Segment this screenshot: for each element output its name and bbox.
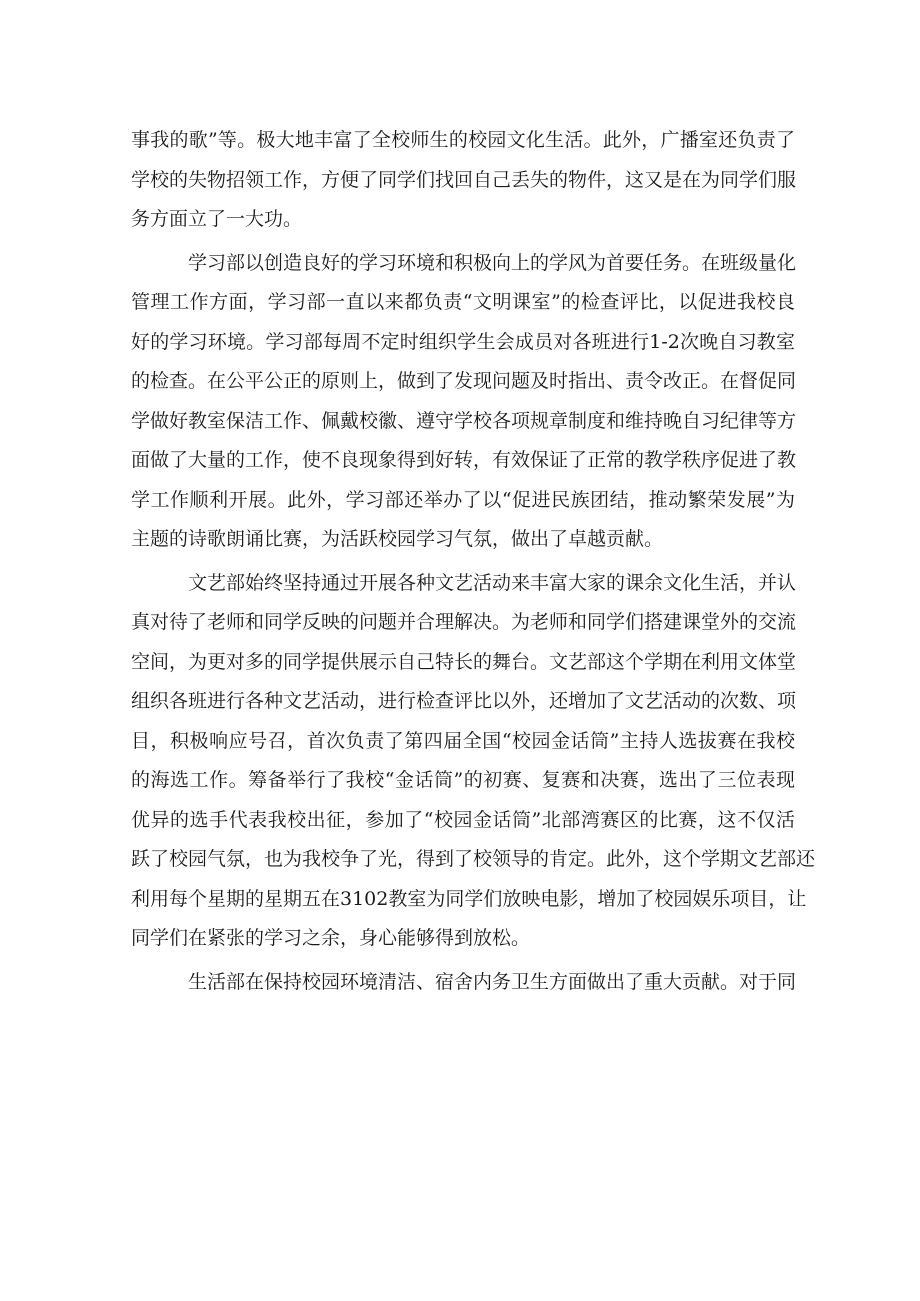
text-line: 利用每个星期的星期五在3102教室为同学们放映电影，增加了校园娱乐项目，让 xyxy=(131,887,807,910)
text-line: 事我的歌”等。极大地丰富了全校师生的校园文化生活。此外，广播室还负责了 xyxy=(131,129,795,151)
text-line: 同学们在紧张的学习之余，身心能够得到放松。 xyxy=(131,927,531,949)
text-line: 学习部以创造良好的学习环境和积极向上的学风为首要任务。在班级量化 xyxy=(188,251,797,274)
paragraph xyxy=(131,121,795,240)
text-line: 学校的失物招领工作，方便了同学们找回自己丢失的物件，这又是在为同学们服 xyxy=(131,168,797,191)
paragraph xyxy=(131,244,795,560)
text-line: 目，积极响应号召，首次负责了第四届全国“校园金话筒”主持人选拔赛在我校 xyxy=(131,729,795,752)
text-line: 优异的选手代表我校出征，参加了“校园金话筒”北部湾赛区的比赛，这不仅活 xyxy=(131,808,795,831)
text-line: 组织各班进行各种文艺活动，进行检查评比以外，还增加了文艺活动的次数、项 xyxy=(131,690,797,712)
text-line: 真对待了老师和同学反映的问题并合理解决。为老师和同学们搭建课堂外的交流 xyxy=(131,611,797,633)
text-line: 主题的诗歌朗诵比赛，为活跃校园学习气氛，做出了卓越贡献。 xyxy=(131,528,664,550)
text-line: 文艺部始终坚持通过开展各种文艺活动来丰富大家的课余文化生活，并认 xyxy=(188,571,797,594)
text-line: 好的学习环境。学习部每周不定时组织学生会成员对各班进行1-2次晚自习教室 xyxy=(131,330,795,353)
text-line: 空间，为更对多的同学提供展示自己特长的舞台。文艺部这个学期在利用文体堂 xyxy=(131,650,797,673)
text-line: 学做好教室保洁工作、佩戴校徽、遵守学校各项规章制度和维持晚自习纪律等方 xyxy=(131,409,797,432)
text-line: 学工作顺利开展。此外，学习部还举办了以“促进民族团结，推动繁荣发展”为 xyxy=(131,488,795,511)
paragraph xyxy=(131,564,816,959)
text-line: 务方面立了一大功。 xyxy=(131,208,303,230)
text-line: 面做了大量的工作，使不良现象得到好转，有效保证了正常的教学秩序促进了教 xyxy=(131,449,797,471)
text-line: 生活部在保持校园环境清洁、宿舍内务卫生方面做出了重大贡献。对于同 xyxy=(188,970,797,993)
text-line: 管理工作方面，学习部一直以来都负责“文明课室”的检查评比，以促进我校良 xyxy=(131,291,795,313)
text-line: 跃了校园气氛，也为我校争了光，得到了校领导的肯定。此外，这个学期文艺部还 xyxy=(131,848,816,870)
text-line: 的检查。在公平公正的原则上，做到了发现问题及时指出、责令改正。在督促同 xyxy=(131,370,797,392)
text-line: 的海选工作。筹备举行了我校“金话筒”的初赛、复赛和决赛，选出了三位表现 xyxy=(131,769,795,791)
document-body xyxy=(131,121,816,1006)
paragraph xyxy=(131,963,795,1003)
